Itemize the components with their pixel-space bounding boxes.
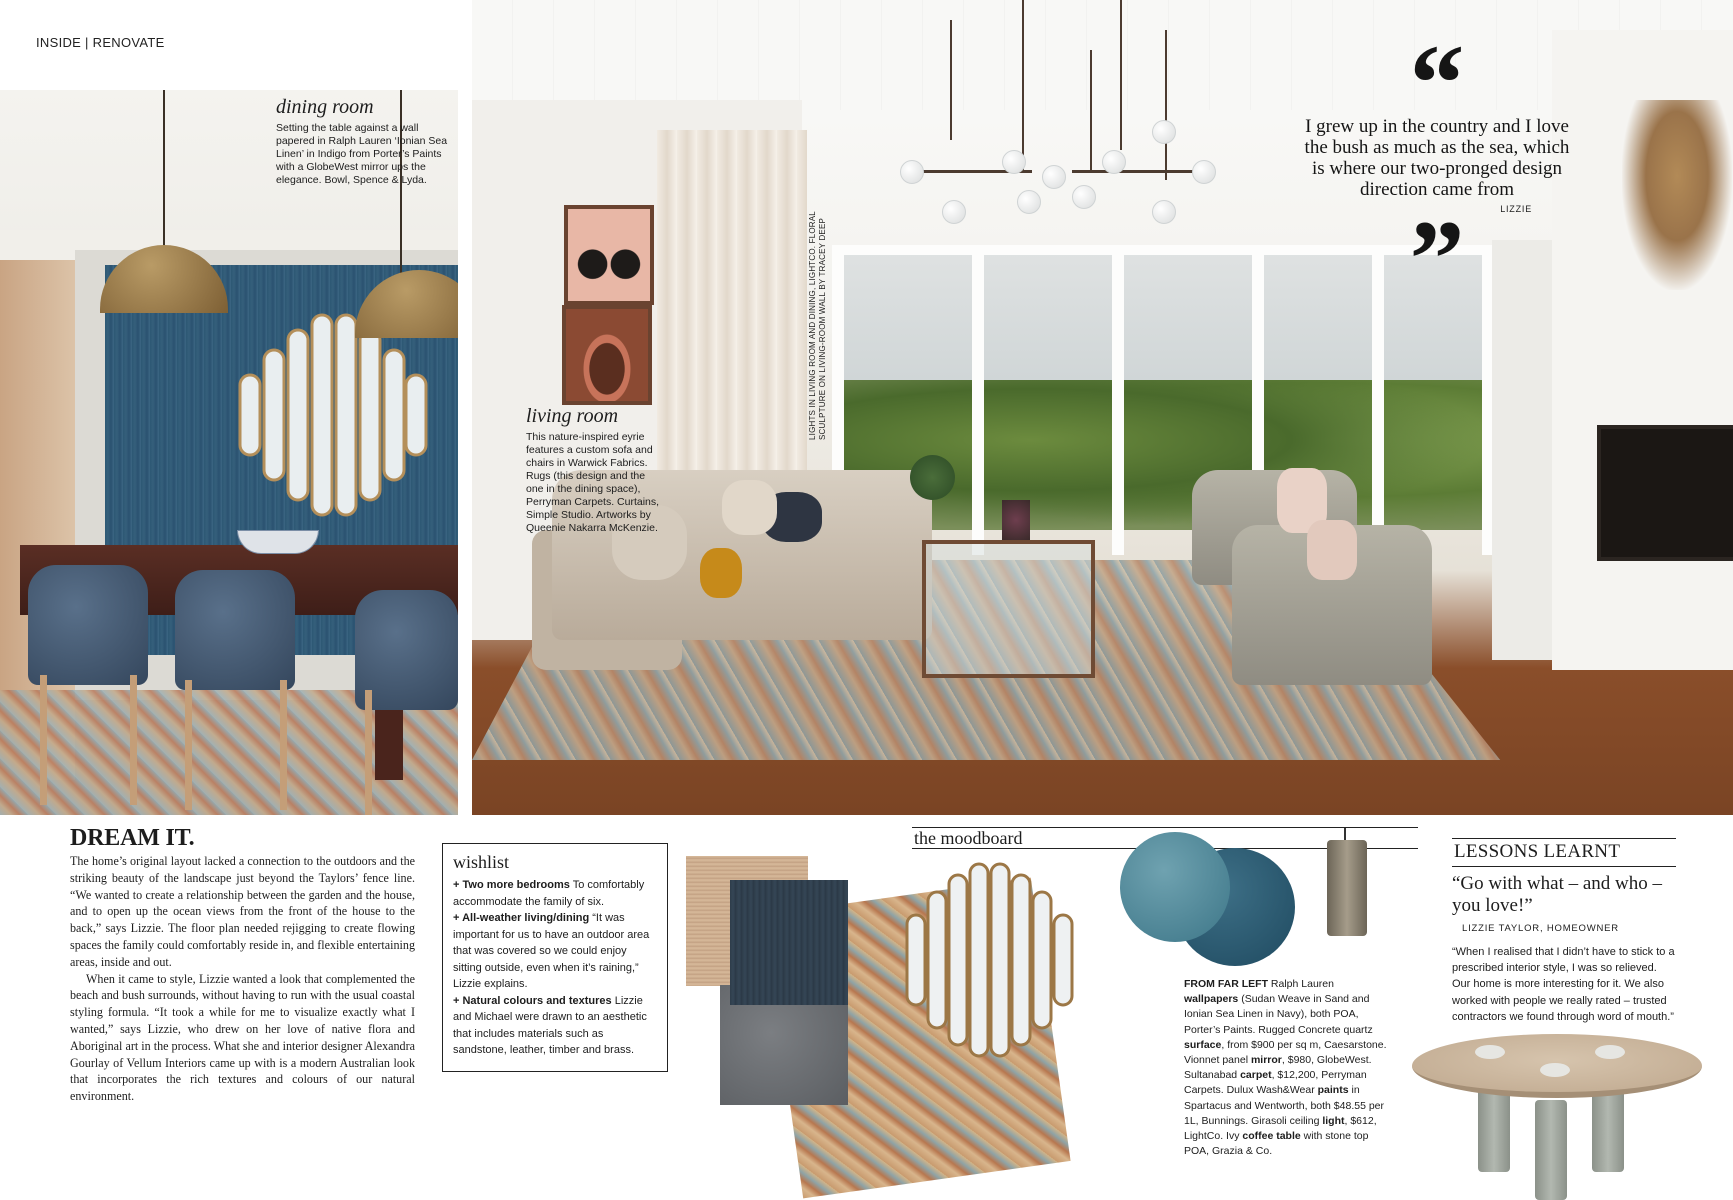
wishlist-item-title: + Two more bedrooms xyxy=(453,879,570,891)
cushion xyxy=(700,548,742,598)
rule xyxy=(1452,838,1676,839)
light-globe xyxy=(1042,165,1066,189)
dining-chair xyxy=(28,565,148,685)
caption-bold: coffee table xyxy=(1242,1130,1301,1143)
pull-quote-attribution: LIZZIE xyxy=(1500,204,1532,214)
caption-bold: paints xyxy=(1317,1084,1349,1097)
caption-text: , $980, GlobeWest. Sultanabad xyxy=(1184,1054,1372,1082)
lessons-heading: LESSONS LEARNT xyxy=(1454,841,1621,862)
caption-lead: FROM FAR LEFT xyxy=(1184,978,1268,990)
pendant-cord xyxy=(163,90,165,250)
floral-sculpture xyxy=(1622,100,1732,290)
wishlist-item-title: + Natural colours and textures xyxy=(453,994,612,1007)
caption-text: , $612, LightCo. Ivy xyxy=(1184,1114,1377,1143)
chandelier-rod xyxy=(1165,30,1167,180)
caption-text: in Spartacus and Wentworth, both $48.55 per 1L, Bunnings. Girasoli ceiling xyxy=(1184,1084,1385,1127)
wishlist-heading: wishlist xyxy=(453,852,510,872)
caption-text: This nature-inspired eyrie features a custom sofa and chairs in Warwick Fabrics. Rugs (this design and the one in the dining space), Perryman Carpets. Curtains, Simple Studio. Artworks by Queenie Nakarra McKenzie. xyxy=(526,431,660,534)
dining-room-photo xyxy=(0,90,458,815)
moodboard-caption xyxy=(1184,977,1387,1159)
chair-leg xyxy=(130,675,137,805)
wishlist-item xyxy=(453,993,657,1059)
open-quote-mark: “ xyxy=(1409,22,1465,144)
caption-bold: wallpapers xyxy=(1184,993,1239,1006)
table-leg xyxy=(1535,1100,1567,1200)
cushion xyxy=(722,480,777,535)
light-globe xyxy=(1152,120,1176,144)
paragraph: The home’s original layout lacked a connection to the outdoors and the striking beauty of the landscape just beyond the Taylors’ fence line. “We wanted to create a relationship between the garden and the house, and to open up the ocean views from the front of the house to the back,” says Lizzie. The floor plan needed rejigging to create flowing spaces the family could comfortably reside in, and flexible entertaining areas, inside and out. xyxy=(70,854,415,969)
pull-quote-text: I grew up in the country and I love the bush as much as the sea, which is where our two-pronged design direction came from xyxy=(1304,116,1570,200)
caption-text: , from $900 per sq m, Caesarstone. Vionnet panel xyxy=(1184,1038,1387,1067)
light-globe xyxy=(942,200,966,224)
lessons-attribution: LIZZIE TAYLOR, HOMEOWNER xyxy=(1462,923,1619,934)
light-globe xyxy=(1192,160,1216,184)
chandelier-rod xyxy=(950,20,952,140)
window-frame xyxy=(972,245,984,555)
chair-leg xyxy=(40,675,47,805)
chandelier-arm xyxy=(1072,170,1202,173)
flowers xyxy=(1002,500,1030,540)
dining-chair xyxy=(175,570,295,690)
light-globe xyxy=(1102,150,1126,174)
moodboard-heading: the moodboard xyxy=(914,828,1023,848)
lessons-body: “When I realised that I didn’t have to stick to a prescribed interior style, I was so relieved. Our home is more interesting for it. We also worked with people we really rated – trusted contractors we found through word of mouth.” xyxy=(1452,946,1675,1023)
artwork xyxy=(562,305,652,405)
wishlist-item xyxy=(453,910,657,993)
chair-leg xyxy=(280,680,287,810)
caption-bold: mirror xyxy=(1250,1054,1282,1067)
chandelier-rod xyxy=(1022,0,1024,170)
caption-bold: light xyxy=(1322,1114,1345,1127)
artwork xyxy=(564,205,654,305)
caption-bold: surface xyxy=(1184,1038,1222,1051)
living-room-caption xyxy=(526,405,661,535)
lessons-learnt-box xyxy=(1452,838,1676,1025)
light-globe xyxy=(1072,185,1096,209)
light-globe xyxy=(1002,150,1026,174)
lessons-quote: “Go with what – and who – you love!” xyxy=(1452,873,1663,916)
body-copy xyxy=(70,853,415,1105)
plant xyxy=(910,455,955,500)
caption-title: living room xyxy=(526,405,619,427)
coffee-table xyxy=(922,540,1095,678)
pull-quote xyxy=(1302,22,1572,320)
bowl xyxy=(237,530,319,554)
caption-bold: carpet xyxy=(1240,1069,1272,1082)
caption-text: (Sudan Weave in Sand and Ionian Sea Linen in Navy), both POA, Porter’s Paints. Rugged Concrete quartz xyxy=(1184,993,1373,1036)
chandelier-rod xyxy=(1090,50,1092,170)
section-heading: DREAM IT. xyxy=(70,825,195,851)
caption-title: dining room xyxy=(276,96,374,118)
wallpaper-swatch-navy xyxy=(730,880,848,1005)
wishlist-item-title: + All-weather living/dining xyxy=(453,912,590,924)
chandelier-rod xyxy=(1120,0,1122,150)
close-quote-mark: ” xyxy=(1409,198,1465,320)
table-inlay xyxy=(1540,1063,1570,1077)
paragraph: When it came to style, Lizzie wanted a look that complemented the beach and bush surrounds, without having to run with the usual coastal styling formula. “It took a while for me to visualize exactly what I wanted,” says Lizzie, who drew on her love of native flora and Aboriginal art in the process. What she and interior designer Alexandra Gourlay of Vellum Interiors came up with is a modern Australian look that incorporates the rich textures and colours of our natural environment. xyxy=(70,971,415,1104)
table-inlay xyxy=(1475,1045,1505,1059)
light-globe xyxy=(1017,190,1041,214)
wishlist-box xyxy=(442,843,668,1072)
light-globe xyxy=(900,160,924,184)
living-room-photo xyxy=(472,0,1733,815)
rule xyxy=(1452,866,1676,867)
wishlist-item-text: To comfortably accommodate the family of six. xyxy=(453,879,645,908)
table-inlay xyxy=(1595,1045,1625,1059)
caption-text: with stone top POA, Grazia & Co. xyxy=(1184,1130,1369,1158)
panel-mirror xyxy=(905,860,1075,1060)
window-frame xyxy=(1372,245,1384,555)
chair-leg xyxy=(185,680,192,810)
wishlist-item-text: “It was important for us to have an outdoor area that was covered so we could enjoy sitting outside, even when it’s raining,” Lizzie explains. xyxy=(453,912,650,990)
scalloped-mirror xyxy=(238,305,428,535)
wishlist-item xyxy=(453,877,657,910)
caption-text: , $12,200, Perryman Carpets. Dulux Wash&Wear xyxy=(1184,1069,1367,1097)
cushion xyxy=(1307,520,1357,580)
paint-swatch-spartacus xyxy=(1120,832,1230,942)
caption-text: Ralph Lauren xyxy=(1268,978,1334,990)
ceiling-light xyxy=(1327,840,1367,936)
wishlist-item-text: Lizzie and Michael were drawn to an aesthetic that includes materials such as sandstone, leather, timber and brass. xyxy=(453,994,647,1056)
caption-text: Setting the table against a wall papered in Ralph Lauren ‘Ionian Sea Linen’ in Indigo from Porter’s Paints with a GlobeWest mirror ups the elegance. Bowl, Spence & Lyda. xyxy=(276,122,448,186)
light-globe xyxy=(1152,200,1176,224)
window-frame xyxy=(1112,245,1124,555)
photo-credit: LIGHTS IN LIVING ROOM AND DINING, LIGHTCO. FLORAL SCULPTURE ON LIVING-ROOM WALL BY TRACEY DEEP xyxy=(808,211,827,440)
chair-leg xyxy=(365,690,372,815)
section-label: INSIDE | RENOVATE xyxy=(36,35,165,50)
fireplace xyxy=(1597,425,1733,561)
dining-room-caption xyxy=(276,96,451,187)
